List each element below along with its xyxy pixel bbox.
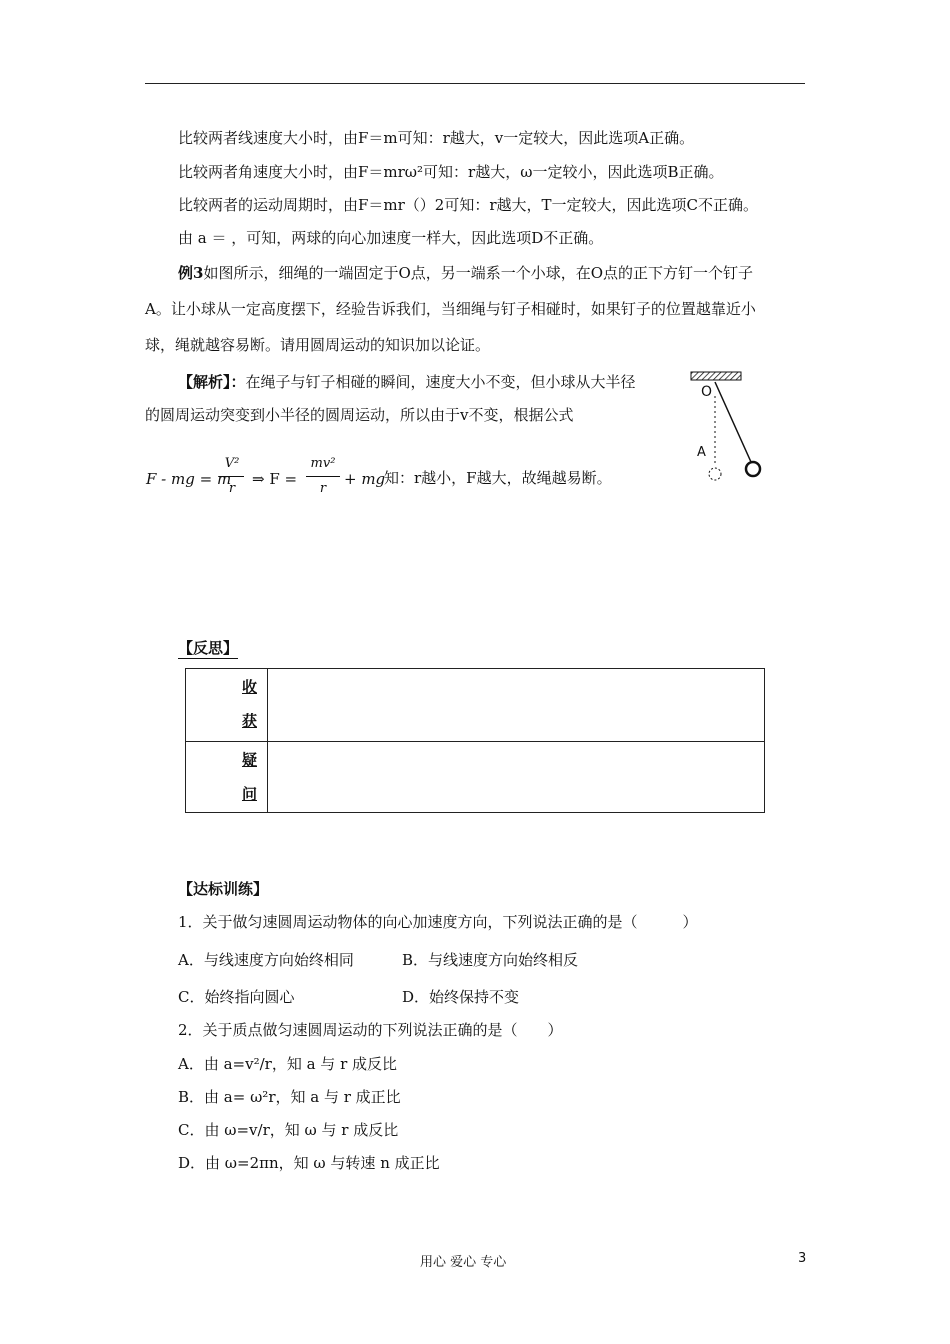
questions-cell[interactable] (268, 742, 765, 813)
nail-position-icon (709, 468, 721, 480)
q1-option-a: A．与线速度方向始终相同 (178, 951, 354, 969)
reflection-heading: 【反思】 (178, 639, 239, 657)
q2-option-b: B．由 a= ω²r，知 a 与 r 成正比 (178, 1088, 401, 1106)
footer-slogan: 用心 爱心 专心 (420, 1255, 507, 1270)
analysis-text-1: 在绳子与钉子相碰的瞬间，速度大小不变，但小球从大半径 (245, 373, 636, 391)
questions-char-1: 疑 (241, 751, 257, 769)
q1-option-b: B．与线速度方向始终相反 (402, 951, 579, 969)
ball-icon (746, 462, 760, 476)
q1-option-c: C．始终指向圆心 (178, 988, 295, 1006)
formula-den-2: r (319, 481, 327, 496)
q1-option-d: D．始终保持不变 (402, 988, 520, 1006)
practice-heading: 【达标训练】 (178, 880, 269, 898)
intro-line-1: 比较两者线速度大小时，由F＝m可知：r越大，v一定较大，因此选项A正确。 (178, 129, 695, 147)
formula-den-1: r (228, 481, 236, 496)
formula-num-2: mv² (310, 456, 336, 471)
q2-option-a: A．由 a=v²/r，知 a 与 r 成反比 (178, 1055, 398, 1073)
formula-num-1: V² (224, 456, 240, 471)
gains-cell[interactable] (268, 669, 765, 742)
intro-line-2: 比较两者角速度大小时，由F＝mrω²可知：r越大，ω一定较小，因此选项B正确。 (178, 163, 724, 181)
q2-option-c: C．由 ω=v/r，知 ω 与 r 成反比 (178, 1121, 399, 1139)
example3-line-1 (178, 263, 753, 283)
example3-line-2: A。让小球从一定高度摆下，经验告诉我们，当细绳与钉子相碰时，如果钉子的位置越靠近小 (145, 300, 756, 318)
analysis-conclusion: 知：r越小，F越大，故绳越易断。 (384, 469, 612, 487)
analysis-line-1 (178, 372, 636, 392)
questions-label (186, 742, 268, 813)
intro-line-4: 由 a ＝ ，可知，两球的向心加速度一样大，因此选项D不正确。 (178, 229, 604, 247)
reflection-table (185, 668, 765, 813)
page-number: 3 (798, 1251, 807, 1266)
label-a: A (697, 445, 706, 460)
gains-char-2: 获 (241, 712, 257, 730)
fraction-bar-1 (220, 476, 244, 477)
formula-tail: + mg (344, 470, 386, 488)
label-o: O (701, 384, 713, 400)
q2-option-d: D．由 ω=2πn，知 ω 与转速 n 成正比 (178, 1154, 440, 1172)
question-2: 2．关于质点做匀速圆周运动的下列说法正确的是（ ） (178, 1021, 563, 1039)
questions-char-2: 问 (241, 785, 257, 803)
formula-arrow: ⇒ F = (252, 470, 298, 488)
string-line (715, 382, 751, 462)
formula-left: F - mg = m (146, 470, 232, 488)
example3-text-1: 如图所示，细绳的一端固定于O点，另一端系一个小球，在O点的正下方钉一个钉子 (203, 264, 754, 282)
example3-line-3: 球，绳就越容易断。请用圆周运动的知识加以论证。 (145, 336, 491, 354)
pendulum-diagram (685, 368, 775, 488)
header-rule (145, 83, 805, 84)
gains-char-1: 收 (241, 678, 257, 696)
ceiling-support (691, 372, 741, 380)
intro-line-3: 比较两者的运动周期时，由F＝mr（）2可知：r越大，T一定较大，因此选项C不正确。 (178, 196, 759, 214)
analysis-label: 【解析】： (178, 373, 246, 391)
analysis-line-2: 的圆周运动突变到小半径的圆周运动，所以由于v不变，根据公式 (145, 406, 574, 424)
example3-label: 例3 (178, 264, 204, 282)
gains-label (186, 669, 268, 742)
fraction-bar-2 (306, 476, 340, 477)
question-1: 1．关于做匀速圆周运动物体的向心加速度方向，下列说法正确的是（ ） (178, 913, 698, 931)
